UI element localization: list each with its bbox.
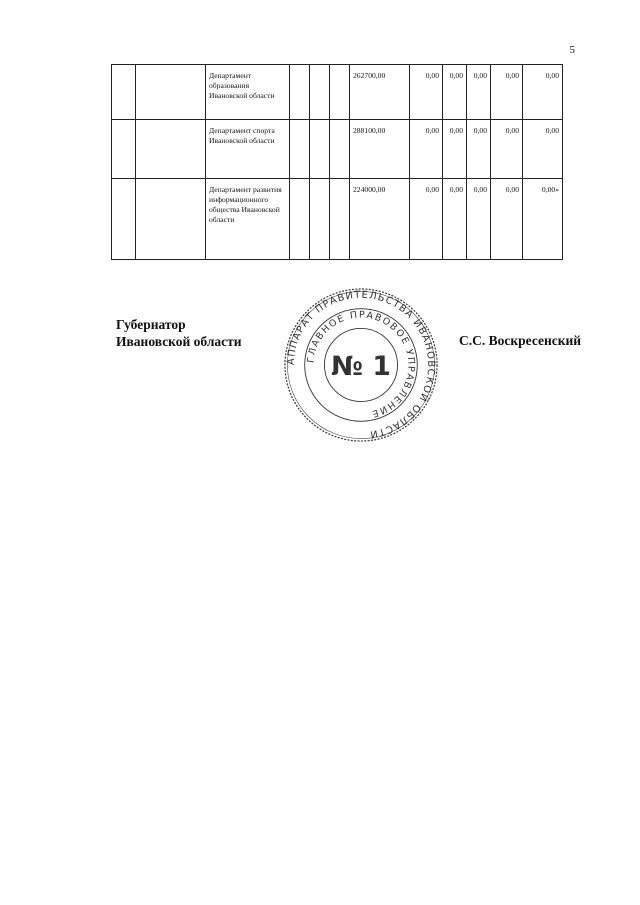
table-cell-empty xyxy=(310,65,330,120)
amount-cell: 262700,00 xyxy=(350,65,410,120)
value-cell: 0,00 xyxy=(523,120,563,179)
value-cell: 0,00 xyxy=(410,120,443,179)
value-cell: 0,00 xyxy=(491,120,523,179)
table-cell-empty xyxy=(136,179,206,260)
official-seal xyxy=(282,286,440,444)
signatory-title-line: Губернатор xyxy=(116,317,186,332)
budget-table xyxy=(111,64,563,260)
table-cell-empty xyxy=(136,65,206,120)
table-cell-empty xyxy=(290,179,310,260)
table-cell-empty xyxy=(290,65,310,120)
seal-number: № 1 xyxy=(331,350,391,382)
department-name: Департамент образования Ивановской области xyxy=(206,65,290,120)
value-cell: 0,00 xyxy=(443,65,467,120)
table-row xyxy=(112,65,563,120)
department-name: Департамент развития информационного общества Ивановской области xyxy=(206,179,290,260)
seal-outer-text: АППАРАТ ПРАВИТЕЛЬСТВА ИВАНОВСКОЙ ОБЛАСТИ xyxy=(285,289,437,440)
table-cell-empty xyxy=(112,65,136,120)
value-cell: 0,00 xyxy=(467,65,491,120)
value-cell: 0,00 xyxy=(523,65,563,120)
table-row xyxy=(112,179,563,260)
table-cell-empty xyxy=(330,65,350,120)
seal-inner-text: ГЛАВНОЕ ПРАВОВОЕ УПРАВЛЕНИЕ xyxy=(305,309,417,420)
value-cell: 0,00 xyxy=(410,65,443,120)
value-cell: 0,00 xyxy=(491,65,523,120)
value-cell: 0,00 xyxy=(491,179,523,260)
signatory-title-line: Ивановской области xyxy=(116,334,242,349)
seal-graphic xyxy=(282,286,440,444)
table-cell-empty xyxy=(330,120,350,179)
table-cell-empty xyxy=(330,179,350,260)
table-cell-empty xyxy=(112,120,136,179)
table-cell-empty xyxy=(136,120,206,179)
value-cell: 0,00 xyxy=(443,179,467,260)
value-cell: 0,00» xyxy=(523,179,563,260)
value-cell: 0,00 xyxy=(410,179,443,260)
amount-cell: 288100,00 xyxy=(350,120,410,179)
value-cell: 0,00 xyxy=(467,179,491,260)
table-cell-empty xyxy=(310,120,330,179)
department-name: Департамент спорта Ивановской области xyxy=(206,120,290,179)
table-cell-empty xyxy=(310,179,330,260)
table-cell-empty xyxy=(290,120,310,179)
page-number: 5 xyxy=(569,44,575,56)
signatory-name: С.С. Воскресенский xyxy=(459,333,582,348)
value-cell: 0,00 xyxy=(467,120,491,179)
amount-cell: 224000,00 xyxy=(350,179,410,260)
signatory-title xyxy=(116,316,286,350)
table-cell-empty xyxy=(112,179,136,260)
table-row xyxy=(112,120,563,179)
value-cell: 0,00 xyxy=(443,120,467,179)
